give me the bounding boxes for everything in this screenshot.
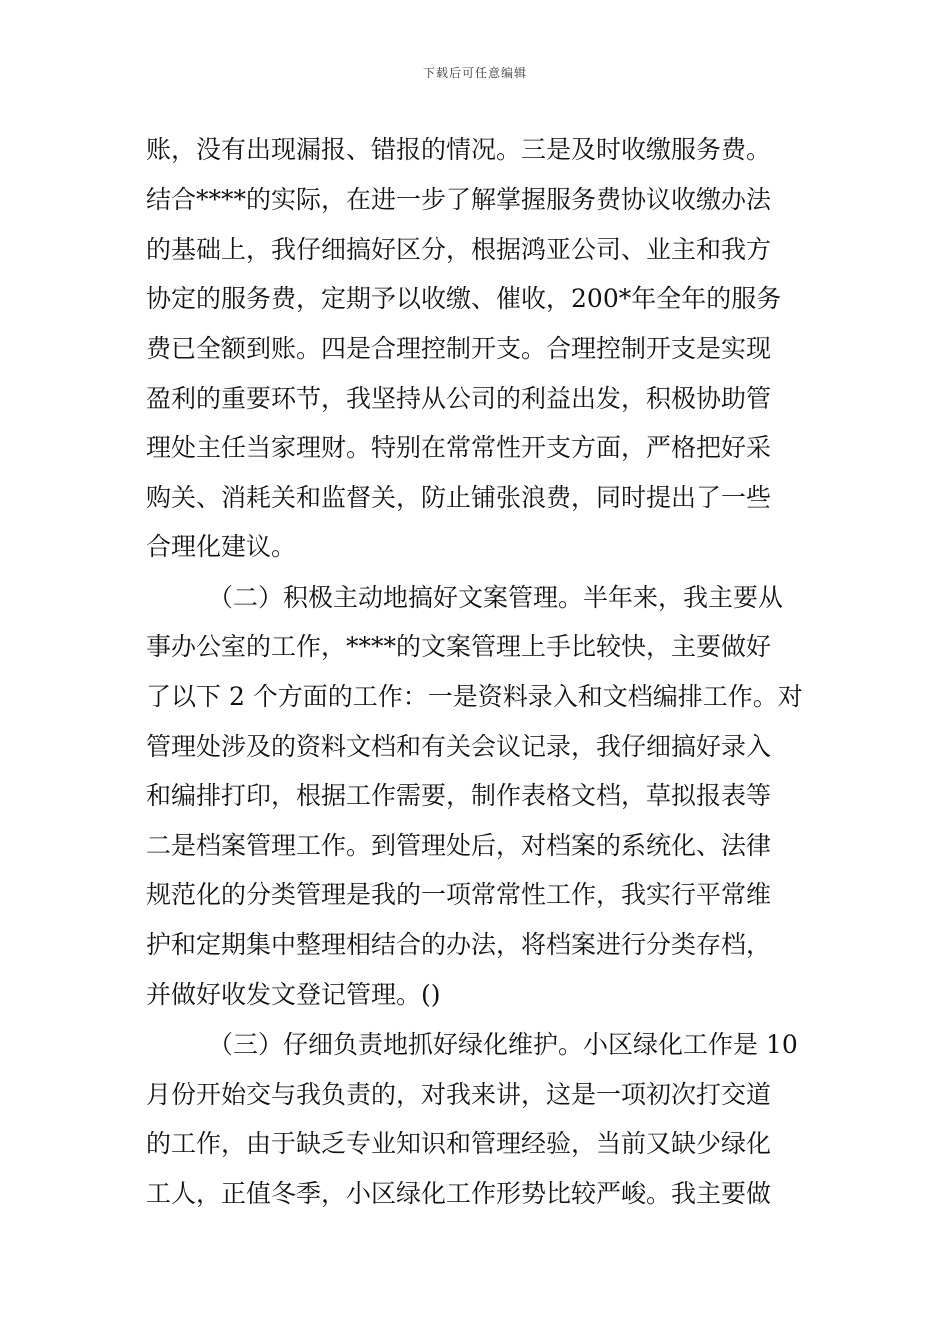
body-text-line: 结合****的实际，在进一步了解掌握服务费协议收缴办法 (146, 185, 772, 214)
body-text-line: 月份开始交与我负责的，对我来讲，这是一项初次打交道 (146, 1080, 772, 1109)
body-text-line: 的基础上，我仔细搞好区分，根据鸿亚公司、业主和我方 (146, 235, 772, 264)
body-text-line: 事办公室的工作，****的文案管理上手比较快，主要做好 (146, 632, 772, 661)
body-text-line: 理处主任当家理财。特别在常常性开支方面，严格把好采 (146, 433, 772, 462)
body-text-line: 工人，正值冬季，小区绿化工作形势比较严峻。我主要做 (146, 1179, 772, 1208)
body-text-line: 并做好收发文登记管理。() (146, 980, 441, 1009)
body-text-line: 合理化建议。 (146, 532, 297, 561)
body-text-line: 二是档案管理工作。到管理处后，对档案的系统化、法律 (146, 831, 772, 860)
body-text-line: 规范化的分类管理是我的一项常常性工作，我实行平常维 (146, 880, 772, 909)
body-text-line: 盈利的重要环节，我坚持从公司的利益出发，积极协助管 (146, 384, 772, 413)
body-text-line: 账，没有出现漏报、错报的情况。三是及时收缴服务费。 (146, 135, 772, 164)
paragraph-start-line: （三）仔细负责地抓好绿化维护。小区绿化工作是 10 (208, 1030, 798, 1059)
paragraph-start-line: （二）积极主动地搞好文案管理。半年来，我主要从 (208, 583, 784, 612)
body-text-line: 和编排打印，根据工作需要，制作表格文档，草拟报表等 (146, 781, 772, 810)
body-text-line: 了以下 2 个方面的工作：一是资料录入和文档编排工作。对 (146, 682, 803, 711)
body-text-line: 管理处涉及的资料文档和有关会议记录，我仔细搞好录入 (146, 732, 772, 761)
body-text-line: 协定的服务费，定期予以收缴、催收，200*年全年的服务 (146, 284, 782, 313)
page-header: 下载后可任意编辑 (422, 66, 527, 80)
body-text-line: 费已全额到账。四是合理控制开支。合理控制开支是实现 (146, 334, 772, 363)
body-text-line: 的工作，由于缺乏专业知识和管理经验，当前又缺少绿化 (146, 1129, 772, 1158)
body-text-line: 购关、消耗关和监督关，防止铺张浪费，同时提出了一些 (146, 483, 772, 512)
body-text-line: 护和定期集中整理相结合的办法，将档案进行分类存档， (146, 930, 772, 959)
